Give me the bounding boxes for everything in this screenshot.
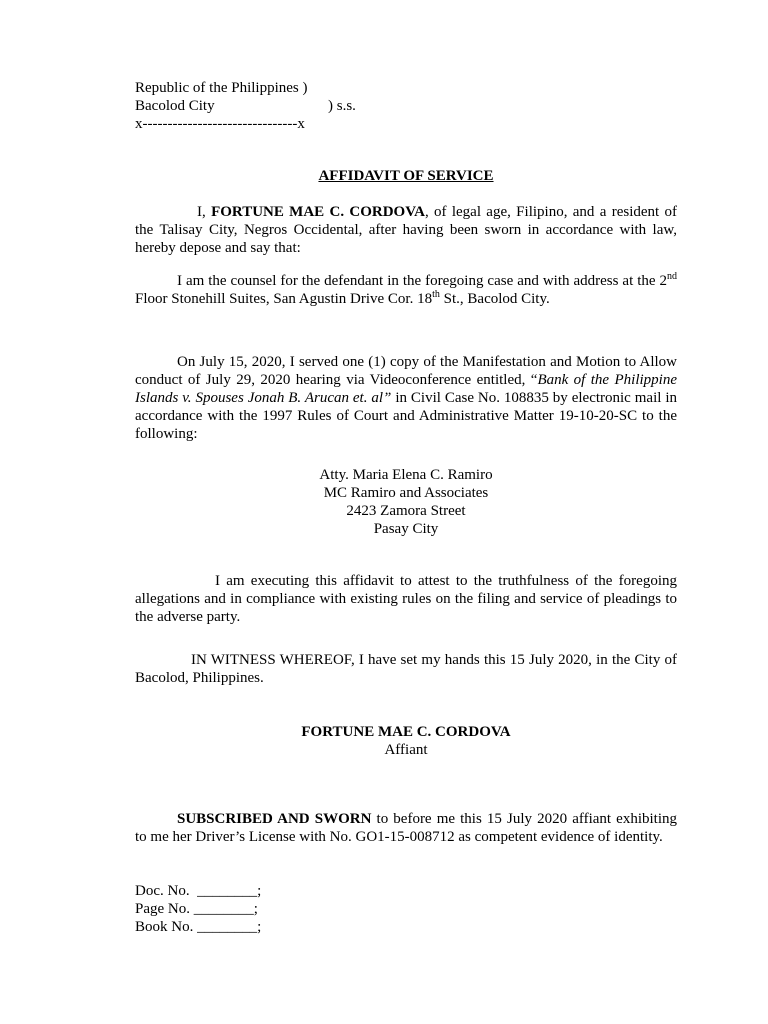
jurat-lead: SUBSCRIBED AND SWORN	[177, 811, 372, 827]
recipient-street: 2423 Zamora Street	[346, 503, 466, 519]
recipient-city: Pasay City	[373, 521, 439, 537]
venue-city: Bacolod City	[135, 98, 215, 114]
page-number: Page No. ________;	[135, 901, 258, 917]
jurat-rest: to before me this 15 July 2020 affiant exhibiting to me her Driver’s License with No. GO1-15-008712 as competent evidence of identity.	[135, 811, 677, 845]
doc-number: Doc. No. ________;	[135, 883, 262, 899]
witness-paragraph: IN WITNESS WHEREOF, I have set my hands this 15 July 2020, in the City of Bacolod, Philippines.	[135, 652, 677, 686]
document-title-wrap	[135, 167, 677, 185]
service-text-2: in Civil Case No. 108835 by electronic mail in accordance with the 1997 Rules of Court and Administrative Matter 19-10-20-SC to the following:	[135, 390, 677, 442]
counsel-text-2: Floor Stonehill Suites, San Agustin Drive Cor. 18	[135, 291, 433, 307]
case-title: Bank of the Philippine Islands v. Spouses Jonah B. Arucan et. al”	[135, 372, 677, 406]
jurat-paragraph	[135, 810, 677, 846]
venue-block	[135, 79, 356, 133]
recipient-name: Atty. Maria Elena C. Ramiro	[319, 467, 493, 483]
venue-city-line	[135, 97, 356, 115]
book-number: Book No. ________;	[135, 919, 262, 935]
intro-paragraph	[135, 203, 677, 257]
executing-paragraph: I am executing this affidavit to attest to the truthfulness of the foregoing allegations and in compliance with existing rules on the filing and service of pleadings to the adverse party.	[135, 573, 677, 625]
venue-country: Republic of the Philippines )	[135, 80, 308, 96]
intro-rest: , of legal age, Filipino, and a resident of the Talisay City, Negros Occidental, after having been sworn in accordance with law, hereby depose and say that:	[135, 204, 677, 256]
counsel-sup-2: th	[432, 289, 440, 300]
notarial-register	[135, 882, 261, 936]
document-title: AFFIDAVIT OF SERVICE	[318, 168, 494, 184]
counsel-text-1: I am the counsel for the defendant in the foregoing case and with address at the 2	[177, 273, 667, 289]
service-paragraph	[135, 353, 677, 443]
counsel-paragraph	[135, 272, 677, 308]
affiant-name-inline: FORTUNE MAE C. CORDOVA	[211, 204, 425, 220]
recipient-firm: MC Ramiro and Associates	[323, 485, 489, 501]
counsel-text-3: St., Bacolod City.	[439, 291, 550, 307]
signature-block	[135, 723, 677, 759]
intro-start: I,	[197, 204, 212, 220]
recipient-block	[135, 466, 677, 538]
signatory-role: Affiant	[384, 742, 428, 758]
venue-separator: x-------------------------------x	[135, 116, 305, 132]
signatory-name: FORTUNE MAE C. CORDOVA	[301, 724, 511, 740]
counsel-sup-1: nd	[667, 271, 677, 282]
venue-ss: ) s.s.	[328, 98, 356, 114]
service-text-1: On July 15, 2020, I served one (1) copy of the Manifestation and Motion to Allow conduct of July 29, 2020 hearing via Videoconference entitled, “	[135, 354, 677, 388]
